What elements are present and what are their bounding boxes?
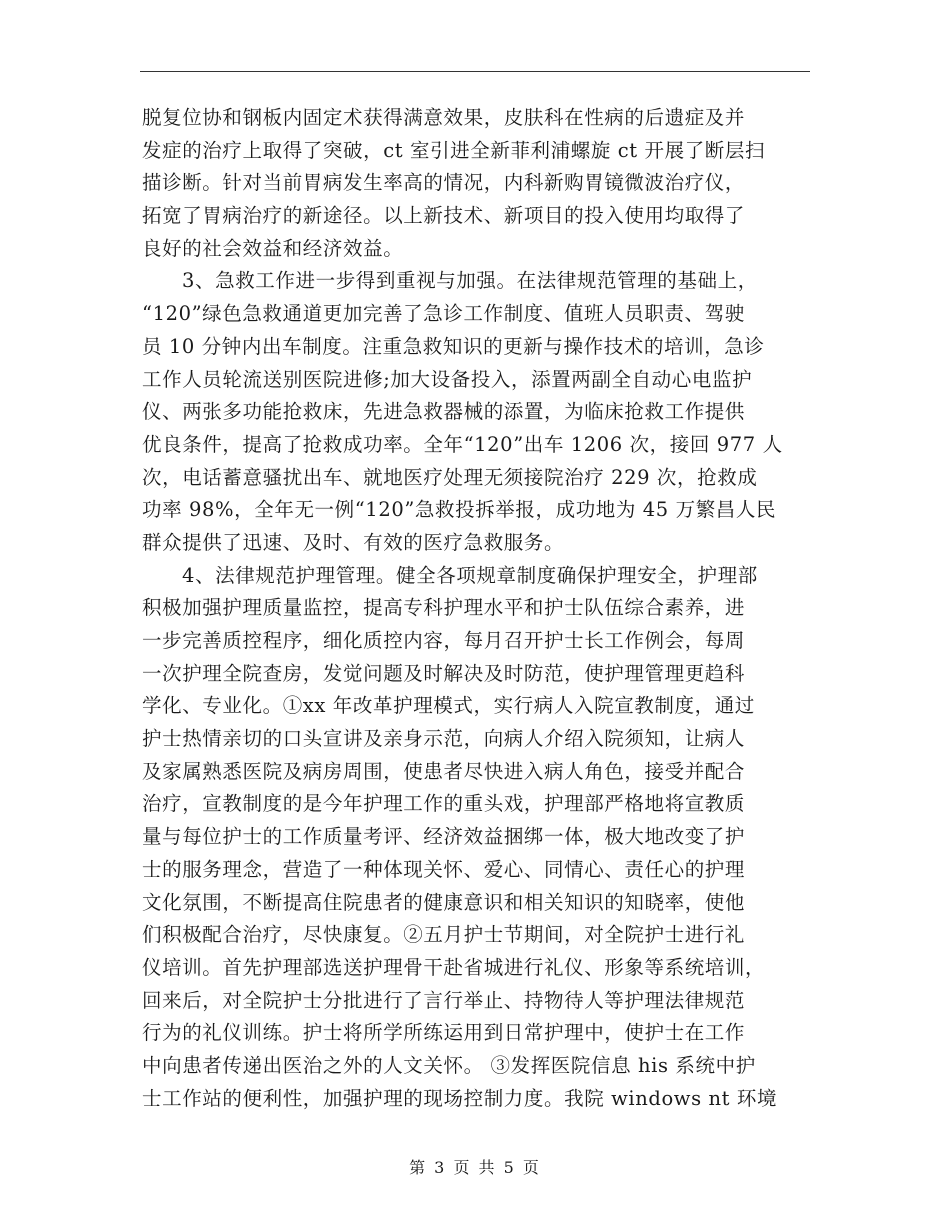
text-line: 次，电话蓄意骚扰出车、就地医疗处理无须接院治疗 229 次，抢救成 [142,465,758,489]
text-line: 量与每位护士的工作质量考评、经济效益捆绑一体，极大地改变了护 [142,825,746,849]
text-line: 员 10 分钟内出车制度。注重急救知识的更新与操作技术的培训，急诊 [142,334,765,358]
text-line: 积极加强护理质量监控，提高专科护理水平和护士队伍综合素养，进 [142,596,746,620]
header-rule [140,71,810,72]
text-line: 士的服务理念，营造了一种体现关怀、爱心、同情心、责任心的护理 [142,857,746,881]
text-line: 仪、两张多功能抢救床，先进急救器械的添置，为临床抢救工作提供 [142,400,746,424]
paragraph-start-line: 4、法律规范护理管理。健全各项规章制度确保护理安全，护理部 [182,563,758,587]
document-body [142,102,810,1115]
text-line: 及家属熟悉医院及病房周围，使患者尽快进入病人角色，接受并配合 [142,759,746,783]
text-line: 拓宽了胃病治疗的新途径。以上新技术、新项目的投入使用均取得了 [142,204,746,228]
paragraph-start-line: 3、急救工作进一步得到重视与加强。在法律规范管理的基础上， [182,269,758,293]
text-line: 发症的治疗上取得了突破，ct 室引进全新菲利浦螺旋 ct 开展了断层扫 [142,138,766,162]
text-line: 回来后，对全院护士分批进行了言行举止、持物待人等护理法律规范 [142,988,746,1012]
text-line: 中向患者传递出医治之外的人文关怀。 ③发挥医院信息 his 系统中护 [142,1053,756,1077]
text-line: 功率 98%，全年无一例“120”急救投拆举报，成功地为 45 万繁昌人民 [142,498,777,522]
text-line: 优良条件，提高了抢救成功率。全年“120”出车 1206 次，接回 977 人 [142,432,783,456]
text-line: 护士热情亲切的口头宣讲及亲身示范，向病人介绍入院须知，让病人 [142,727,746,751]
text-line: 一次护理全院查房，发觉问题及时解决及时防范，使护理管理更趋科 [142,661,746,685]
text-line: 工作人员轮流送别医院进修;加大设备投入，添置两副全自动心电监护 [142,367,753,391]
text-line: 描诊断。针对当前胃病发生率高的情况，内科新购胃镜微波治疗仪， [142,171,746,195]
text-line: 一步完善质控程序，细化质控内容，每月召开护士长工作例会，每周 [142,629,746,652]
text-line: 脱复位协和钢板内固定术获得满意效果，皮肤科在性病的后遗症及并 [142,106,746,129]
text-line: 群众提供了迅速、及时、有效的医疗急救服务。 [142,530,565,554]
text-line: 士工作站的便利性，加强护理的现场控制力度。我院 windows nt 环境 [142,1086,778,1110]
text-line: 们积极配合治疗，尽快康复。②五月护士节期间，对全院护士进行礼 [142,923,746,947]
text-line: 仪培训。首先护理部选送护理骨干赴省城进行礼仪、形象等系统培训， [142,955,766,979]
text-line: 行为的礼仪训练。护士将所学所练运用到日常护理中，使护士在工作 [142,1021,746,1045]
text-line: 治疗，宣教制度的是今年护理工作的重头戏，护理部严格地将宣教质 [142,792,746,816]
text-line: 文化氛围，不断提高住院患者的健康意识和相关知识的知晓率，使他 [142,890,746,914]
text-line: 学化、专业化。①xx 年改革护理模式，实行病人入院宣教制度，通过 [142,694,755,718]
page-number-footer: 第 3 页 共 5 页 [409,1158,541,1177]
text-line: “120”绿色急救通道更加完善了急诊工作制度、值班人员职责、驾驶 [142,302,745,326]
text-line: 良好的社会效益和经济效益。 [142,236,404,260]
